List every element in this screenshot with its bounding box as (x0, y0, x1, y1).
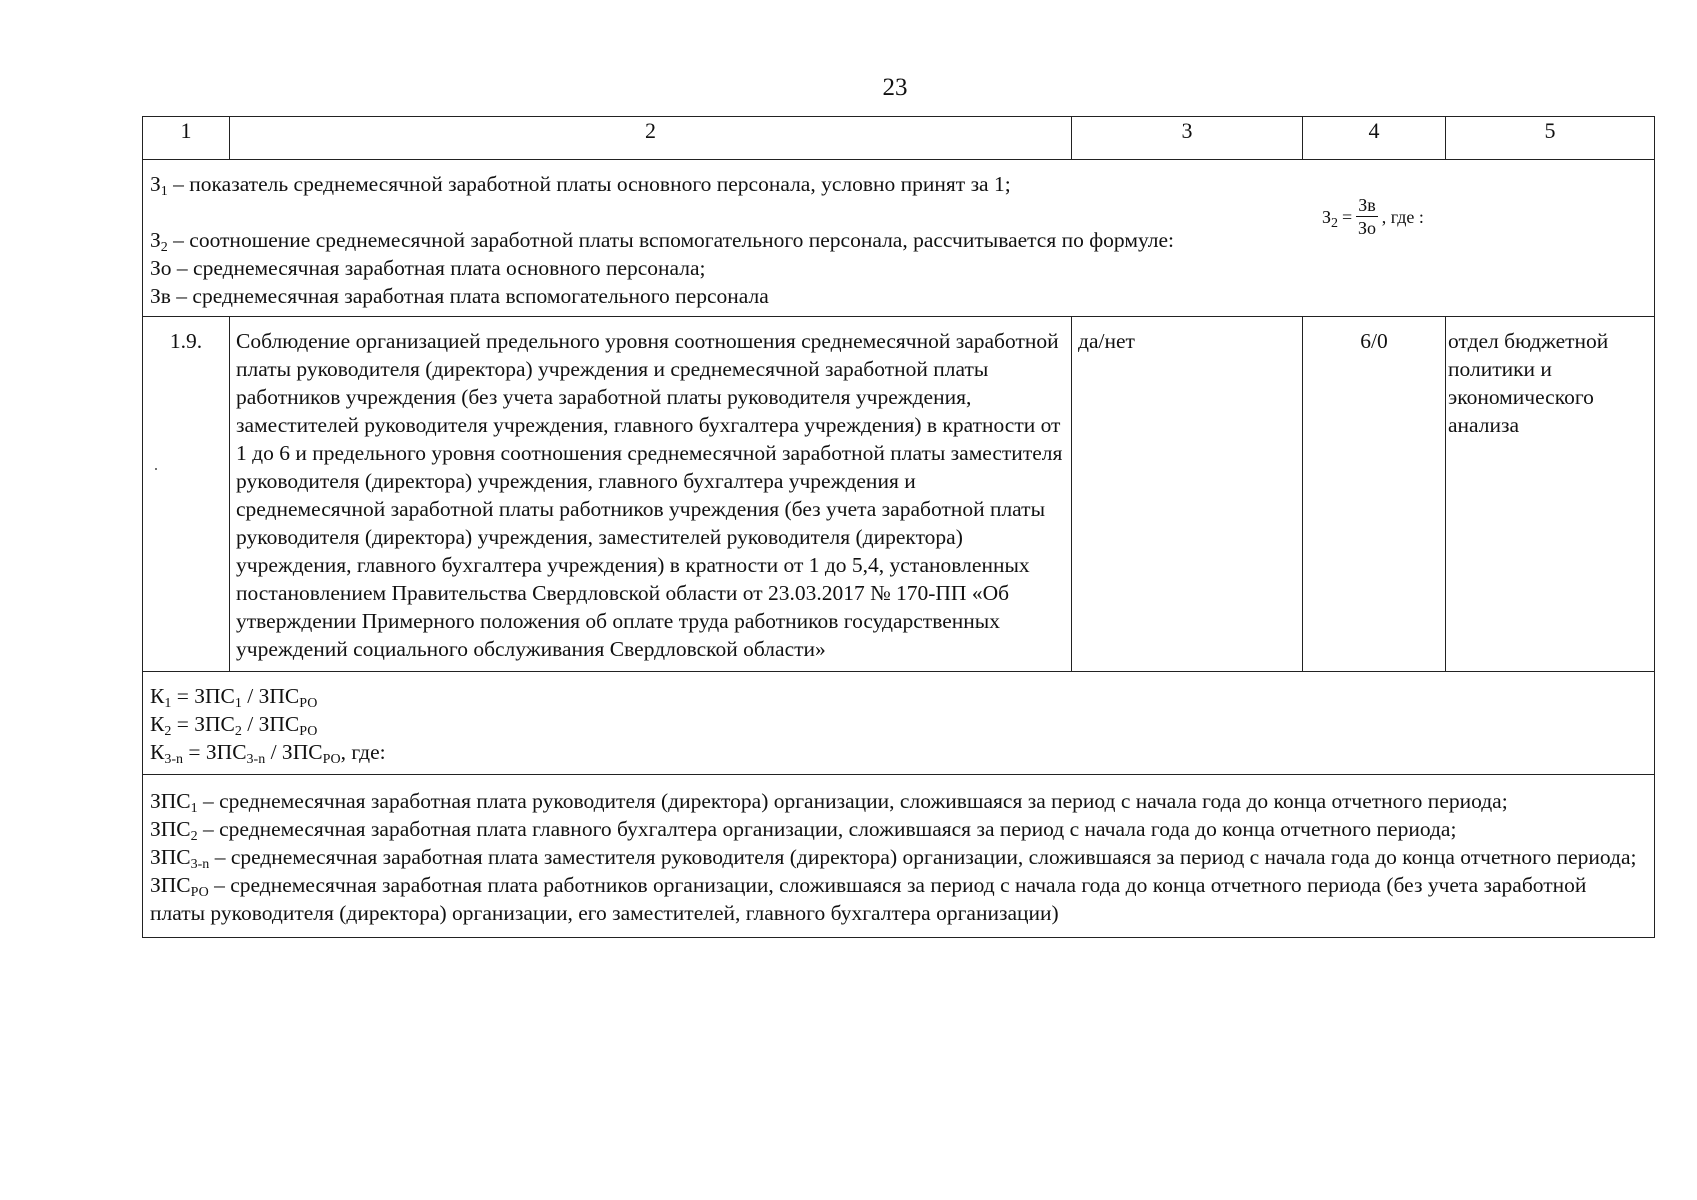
zps2-definition: $ЗПС_2$ – среднемесячная заработная плата главного бухгалтера организации, сложившаяся за период с начала года до конца отчетного периода; (150, 817, 1457, 844)
k3-formula: $К_{3-n} = ЗПС_{3-n} / ЗПС_{РО}$, где: (150, 740, 386, 767)
z2-formula: $З_2$ = $\frac{Зв}{Зо}$ , где : (1322, 195, 1424, 238)
page-number: 23 (882, 74, 908, 101)
formula-denominator: Зо (1357, 218, 1376, 238)
criterion-responsible: отдел бюджетной политики и экономического анализа (1446, 317, 1655, 672)
z-definitions-row (143, 160, 1655, 317)
zps3-definition: $ЗПС_{3-n}$ – среднемесячная заработная плата заместителя руководителя (директора) организации, сложившаяся за период с начала года до конца отчетного периода; (150, 845, 1637, 872)
criteria-table (142, 116, 1655, 938)
k2-formula: $К_2 = ЗПС_2 / ЗПС_{РО}$ (150, 712, 318, 739)
criterion-row-1-9 (143, 317, 1655, 672)
zpsro-definition: $ЗПС_{РО}$ – среднемесячная заработная плата работников организации, сложившаяся за период с начала года до конца отчетного периода (без учета заработной платы руководителя (директора) организации, его заместителей, главного бухгалтера организации) (150, 873, 1587, 925)
formula-fraction (1356, 194, 1378, 239)
criterion-unit: да/нет (1072, 317, 1303, 672)
header-col-4: 4 (1303, 117, 1446, 160)
k-formulas-row (143, 672, 1655, 775)
header-col-2: 2 (230, 117, 1072, 160)
k1-formula: $К_1 = ЗПС_1 / ЗПС_{РО}$ (150, 684, 318, 711)
criterion-text: Соблюдение организацией предельного уровня соотношения среднемесячной заработной платы руководителя (директора) учреждения и среднемесячной заработной платы работников учреждения (без учета заработной платы руководителя учреждения, заместителей руководителя учреждения, главного бухгалтера учреждения) в кратности от 1 до 6 и предельного уровня соотношения среднемесячной заработной платы заместителя руководителя (директора) учреждения, главного бухгалтера учреждения и среднемесячной заработной платы работников учреждения (без учета заработной платы руководителя (директора) учреждения, заместителей руководителя (директора) учреждения, главного бухгалтера учреждения) в кратности от 1 до 5,4, установленных постановлением Правительства Свердловской области от 23.03.2017 № 170-ПП «Об утверждении Примерного положения об оплате труда работников государственных учреждений социального обслуживания Свердловской области» (230, 317, 1072, 672)
header-col-3: 3 (1072, 117, 1303, 160)
zv-definition: Зв – среднемесячная заработная плата вспомогательного персонала (150, 284, 769, 308)
header-col-1: 1 (143, 117, 230, 160)
z2-definition-row (150, 195, 1646, 255)
criterion-value: 6/0 (1303, 317, 1446, 672)
z2-definition: $З_2$ – соотношение среднемесячной заработной платы вспомогательного персонала, рассчитывается по формуле: (150, 228, 1175, 255)
header-col-5: 5 (1446, 117, 1655, 160)
zo-definition: Зо – среднемесячная заработная плата основного персонала; (150, 256, 706, 280)
criterion-number: 1.9. (143, 317, 230, 672)
z1-definition: $З_1$ – показатель среднемесячной заработной платы основного персонала, условно принят за 1; (150, 172, 1011, 199)
zps1-definition: $ЗПС_1$ – среднемесячная заработная плата руководителя (директора) организации, сложившаяся за период с начала года до конца отчетного периода; (150, 789, 1508, 816)
zps-definitions-row (143, 775, 1655, 938)
header-row (143, 117, 1655, 160)
formula-numerator: Зв (1358, 195, 1376, 215)
